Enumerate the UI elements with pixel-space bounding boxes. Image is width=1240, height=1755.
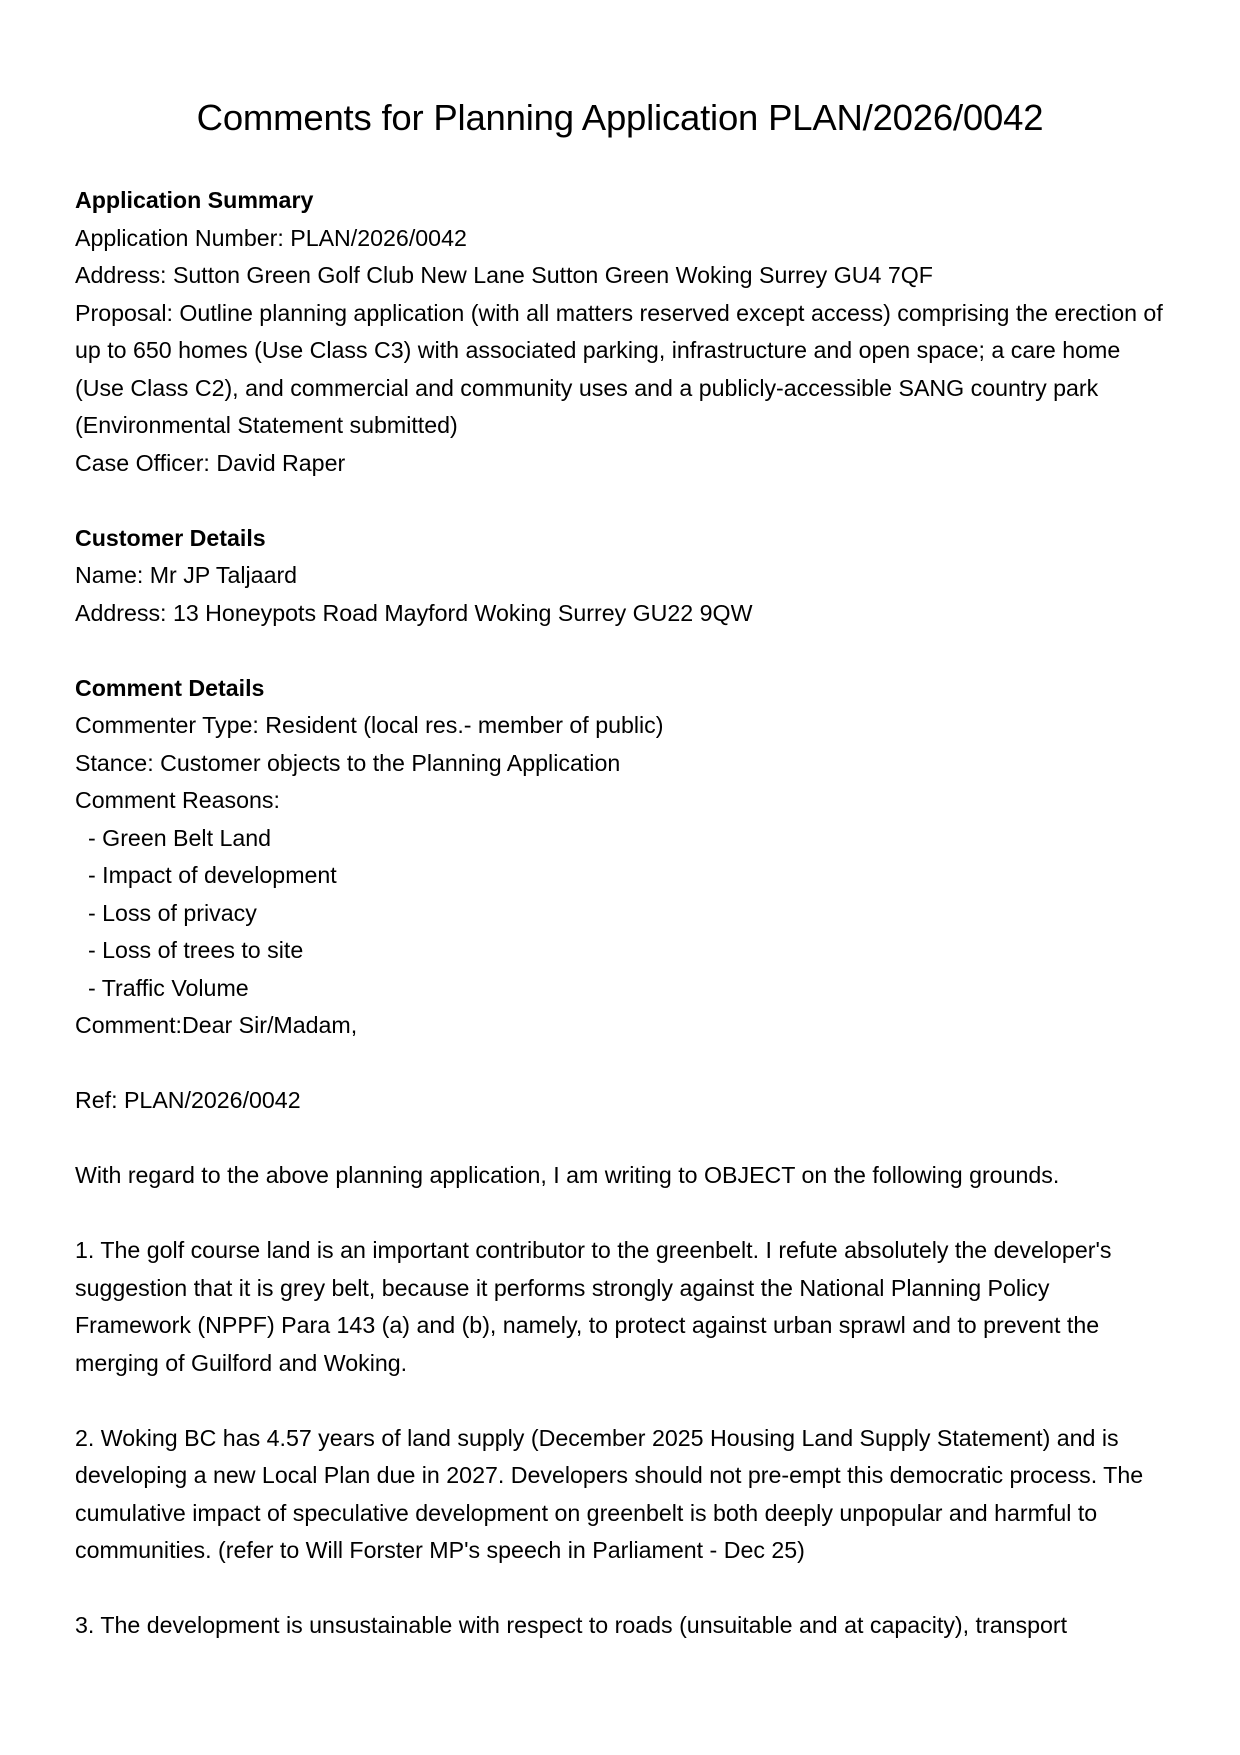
customer-name: Name: Mr JP Taljaard bbox=[75, 562, 298, 588]
letter-ref: Ref: PLAN/2026/0042 bbox=[75, 1087, 301, 1113]
case-officer: Case Officer: David Raper bbox=[75, 449, 346, 476]
letter-point-3: 3. The development is unsustainable with respect to roads (unsuitable and at capacity), transport bbox=[75, 1612, 1068, 1638]
comment-reasons-list bbox=[75, 820, 1165, 1008]
comment-details-section bbox=[75, 670, 1165, 1045]
application-number: Application Number: PLAN/2026/0042 bbox=[75, 224, 467, 251]
application-proposal: Proposal: Outline planning application (with all matters reserved except access) comprising the erection of up to 650 homes (Use Class C3) with associated parking, infrastructure and open space; a care home (Use Class C2), and commercial and community uses and a publicly-accessible SANG country park (Environmental Statement submitted) bbox=[75, 299, 1163, 438]
list-item: - Traffic Volume bbox=[88, 974, 249, 1001]
list-item: - Green Belt Land bbox=[88, 824, 272, 851]
customer-details-heading: Customer Details bbox=[75, 524, 266, 551]
list-item: - Impact of development bbox=[88, 862, 337, 888]
customer-address: Address: 13 Honeypots Road Mayford Woking Surrey GU22 9QW bbox=[75, 599, 753, 626]
page-title: Comments for Planning Application PLAN/2026/0042 bbox=[196, 97, 1044, 138]
comment-stance: Stance: Customer objects to the Planning Application bbox=[75, 749, 621, 776]
letter-intro: With regard to the above planning application, I am writing to OBJECT on the following grounds. bbox=[75, 1162, 1060, 1188]
application-summary-heading: Application Summary bbox=[75, 187, 314, 213]
letter-point-1: 1. The golf course land is an important contributor to the greenbelt. I refute absolutely the developer's suggestion that it is grey belt, because it performs strongly against the National Planning Policy Framework (NPPF) Para 143 (a) and (b), namely, to protect against urban sprawl and to prevent the merging of Guilford and Woking. bbox=[75, 1237, 1112, 1376]
application-address: Address: Sutton Green Golf Club New Lane Sutton Green Woking Surrey GU4 7QF bbox=[75, 262, 933, 288]
document-body bbox=[75, 182, 1165, 1645]
comment-reasons-label: Comment Reasons: bbox=[75, 787, 280, 813]
commenter-type: Commenter Type: Resident (local res.- member of public) bbox=[75, 712, 664, 738]
letter-point-2: 2. Woking BC has 4.57 years of land supply (December 2025 Housing Land Supply Statement) and is developing a new Local Plan due in 2027. Developers should not pre-empt this democratic process. The cumulative impact of speculative development on greenbelt is both deeply unpopular and harmful to communities. (refer to Will Forster MP's speech in Parliament - Dec 25) bbox=[75, 1424, 1144, 1563]
comment-details-heading: Comment Details bbox=[75, 674, 265, 701]
comment-opening: Comment:Dear Sir/Madam, bbox=[75, 1012, 358, 1038]
list-item: - Loss of trees to site bbox=[88, 937, 304, 963]
application-summary-section bbox=[75, 182, 1165, 482]
customer-details-section bbox=[75, 520, 1165, 633]
list-item: - Loss of privacy bbox=[88, 899, 257, 926]
